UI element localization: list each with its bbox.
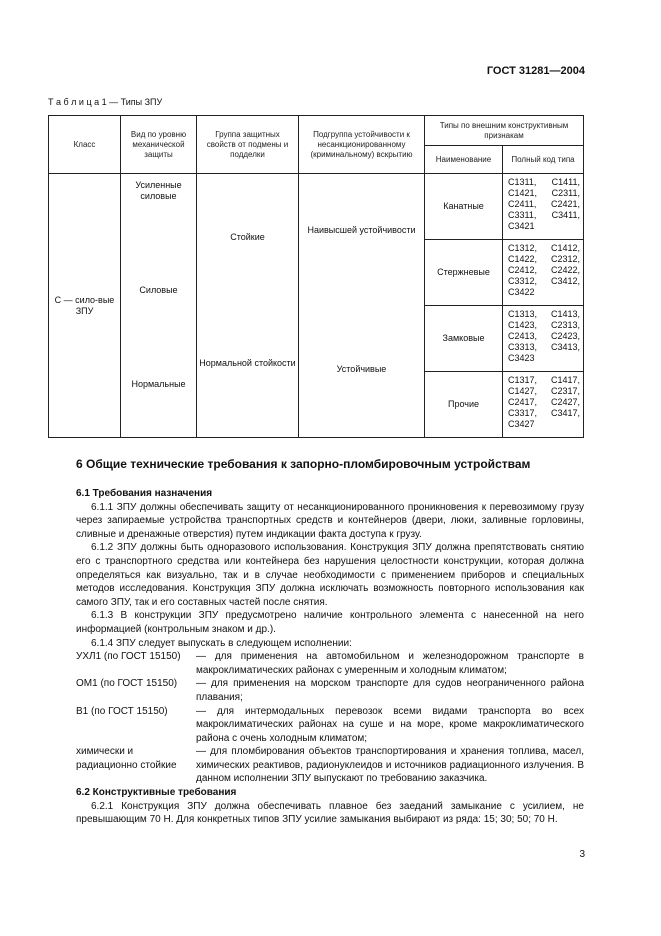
type-name: Канатные xyxy=(425,174,503,240)
paragraph-6-2-1: 6.2.1 Конструкция ЗПУ должна обеспечивать плавное без заеданий замыкание с усилием, не превышающим 70 Н. Для конкретных типов ЗПУ усилие замыкания выбирают из ряда: 15; 30; 50; 70 Н. xyxy=(76,800,584,826)
class-cell: С — сило-вые ЗПУ xyxy=(49,174,121,438)
execution-list xyxy=(76,650,584,786)
header-subgroup: Подгруппа устойчивости к несанкционированному (криминальному) вскрытию xyxy=(299,116,425,174)
header-name: Наименование xyxy=(425,146,503,174)
standard-number: ГОСТ 31281—2004 xyxy=(486,65,585,77)
subgroup-highest: Наивысшей устойчивости xyxy=(307,225,416,235)
paragraph-6-1-4: 6.1.4 ЗПУ следует выпускать в следующем исполнении: xyxy=(91,637,352,649)
type-name: Прочие xyxy=(425,372,503,438)
execution-definition: — для пломбирования объектов транспортирования и хранения топлива, масел, химических реактивов, радионуклеидов и источников радиационного излучения. В данном исполнении ЗПУ выпускают по требованию заказчика. xyxy=(196,746,584,785)
header-types: Типы по внешним конструктивным признакам xyxy=(425,116,584,146)
execution-definition: — для применения на автомобильном и железнодорожном транспорте в макроклиматических районах с умеренным и холодным климатом; xyxy=(196,651,584,676)
type-codes: С1317, С1417, С1427, С2317, С2417, С2427, С3317, С3417, С3427 xyxy=(503,372,584,438)
subgroup-stable: Устойчивые xyxy=(336,364,387,374)
table-caption: Т а б л и ц а 1 — Типы ЗПУ xyxy=(48,97,163,107)
header-code: Полный код типа xyxy=(503,146,584,174)
type-name: Стержневые xyxy=(425,240,503,306)
paragraph-6-1-2: 6.1.2 ЗПУ должны быть одноразового использования. Конструкция ЗПУ должна препятствовать снятию его с транспортного средства или контейнера без нарушения целостности конструкции, которая должна определяться как визуально, так и в случае необходимости с применением приборов и специальных методов исследования. Конструкция ЗПУ должна исключать возможность повторного использования как самого ЗПУ, так и его составных частей после снятия. xyxy=(76,542,584,608)
section-6-title: 6 Общие технические требования к запорно-пломбировочным устройствам xyxy=(76,457,531,471)
execution-term: В1 (по ГОСТ 15150) xyxy=(76,705,168,717)
subsection-6-2-title: 6.2 Конструктивные требования xyxy=(76,787,237,799)
execution-term: химически и радиационно стойкие xyxy=(76,746,177,771)
page-number: 3 xyxy=(579,849,585,860)
subgroup-cell xyxy=(299,174,425,438)
view-reinforced: Усиленные силовые xyxy=(135,180,182,201)
type-codes: С1313, С1413, С1423, С2313, С2413, С2423, С3313, С3413, С3423 xyxy=(503,306,584,372)
header-class: Класс xyxy=(49,116,121,174)
header-group: Группа защитных свойств от подмены и подделки xyxy=(197,116,299,174)
view-normal: Нормальные xyxy=(131,379,186,389)
paragraph-6-1-3: 6.1.3 В конструкции ЗПУ предусмотрено наличие контрольного элемента с нанесенной на него информацией (контрольным знаком и др.). xyxy=(76,610,584,635)
type-codes: С1311, С1411, С1421, С2311, С2411, С2421, С3311, С3411, С3421 xyxy=(503,174,584,240)
paragraph-6-1-1: 6.1.1 ЗПУ должны обеспечивать защиту от несанкционированного проникновения к перевозимому грузу через запираемые устройства транспортных средств и контейнеров (двери, люки, заливные горловины, сливные и дренажные отверстия) путем индикации факта доступа к грузу. xyxy=(76,501,584,540)
type-codes: С1312, С1412, С1422, С2312, С2412, С2422, С3312, С3412, С3422 xyxy=(503,240,584,306)
execution-term: УХЛ1 (по ГОСТ 15150) xyxy=(76,651,181,663)
group-cell xyxy=(197,174,299,438)
group-normal: Нормальной стойкости xyxy=(199,358,296,368)
execution-term: ОМ1 (по ГОСТ 15150) xyxy=(76,678,178,690)
execution-definition: — для интермодальных перевозок всеми видами транспорта во всех макроклиматических районах на суше и на море, кроме макроклиматического района с очень холодным климатом; xyxy=(196,705,584,744)
subsection-6-1-title: 6.1 Требования назначения xyxy=(76,488,213,499)
view-power: Силовые xyxy=(139,285,178,295)
execution-definition: — для применения на морском транспорте для судов неограниченного района плавания; xyxy=(196,678,584,703)
types-table xyxy=(48,115,584,438)
group-resistant: Стойкие xyxy=(230,232,265,242)
type-name: Замковые xyxy=(425,306,503,372)
section-6-body xyxy=(76,487,584,827)
header-view: Вид по уровню механической защиты xyxy=(121,116,197,174)
view-cell xyxy=(121,174,197,438)
